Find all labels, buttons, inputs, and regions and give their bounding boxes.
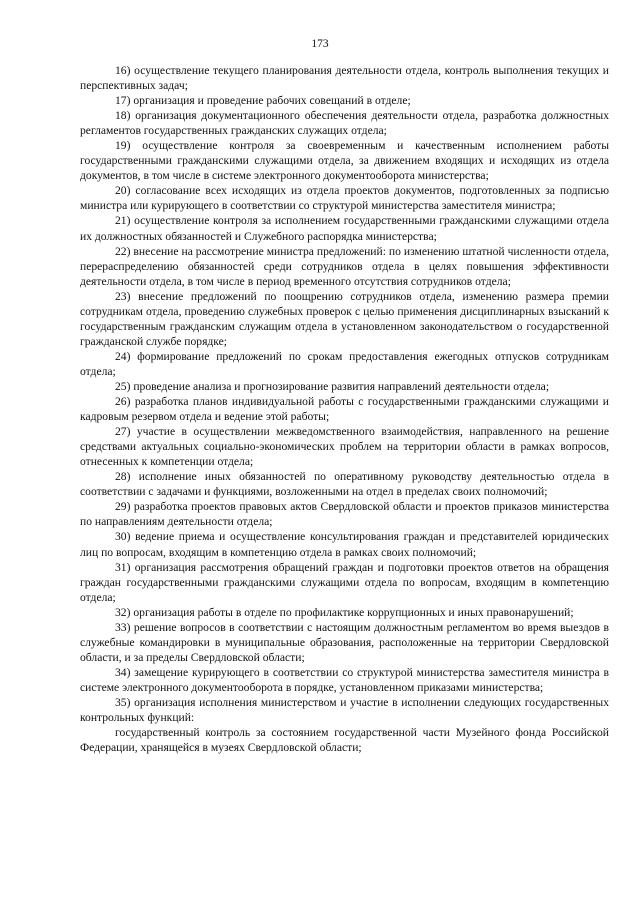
paragraph-17: 17) организация и проведение рабочих совещаний в отделе; (115, 94, 411, 108)
paragraph-22: 22) внесение на рассмотрение министра предложений: по изменению штатной численности отдела, перераспределению обязанностей среди сотрудников отдела в целях повышения эффективности деятельности отдела, в том числе в период временного отсутствия сотрудников отдела; (80, 244, 609, 288)
paragraph-19: 19) осуществление контроля за своевременным и качественным исполнением работы государственными гражданскими служащими отдела, за движением входящих и исходящих из отдела документов, в том числе в системе электронного документооборота министерства; (80, 139, 609, 183)
paragraph-21: 21) осуществление контроля за исполнением государственными гражданскими служащими отдела их должностных обязанностей и Служебного распорядка министерства; (80, 214, 609, 243)
paragraph-16: 16) осуществление текущего планирования деятельности отдела, контроль выполнения текущих и перспективных задач; (80, 64, 609, 93)
paragraph-30: 30) ведение приема и осуществление консультирования граждан и представителей юридических лиц по вопросам, входящим в компетенцию отдела в рамках своих полномочий; (80, 530, 609, 559)
page-number: 173 (311, 38, 329, 50)
paragraph-34: 34) замещение курирующего в соответствии со структурой министерства заместителя министра в системе электронного документооборота в порядке, установленном приказами министерства; (80, 665, 609, 694)
paragraph-24: 24) формирование предложений по срокам предоставления ежегодных отпусков сотрудникам отдела; (80, 349, 609, 378)
paragraph-23: 23) внесение предложений по поощрению сотрудников отдела, изменению размера премии сотрудникам отдела, проведению служебных проверок с целью применения дисциплинарных взысканий к государственным гражданским служащим отдела в установленном законодательством о государственной гражданской службе порядке; (80, 289, 609, 348)
paragraph-29: 29) разработка проектов правовых актов Свердловской области и проектов приказов министерства по направлениям деятельности отдела; (80, 500, 609, 529)
paragraph-32: 32) организация работы в отделе по профилактике коррупционных и иных правонарушений; (115, 605, 574, 619)
paragraph-31: 31) организация рассмотрения обращений граждан и подготовки проектов ответов на обращения граждан государственными гражданскими служащими отдела по вопросам, входящим в компетенцию отдела; (80, 560, 609, 604)
document-body (80, 63, 609, 755)
paragraph-27: 27) участие в осуществлении межведомственного взаимодействия, направленного на решение средствами актуальных социально-экономических проблем на территории области в рамках вопросов, отнесенных к компетенции отдела; (80, 425, 609, 469)
paragraph-25: 25) проведение анализа и прогнозирование развития направлений деятельности отдела; (115, 379, 550, 393)
paragraph-18: 18) организация документационного обеспечения деятельности отдела, разработка должностных регламентов государственных гражданских служащих отдела; (80, 109, 609, 138)
paragraph-28: 28) исполнение иных обязанностей по оперативному руководству деятельностью отдела в соответствии с задачами и функциями, возложенными на отдел в пределах своих полномочий; (80, 470, 609, 499)
paragraph-35: 35) организация исполнения министерством и участие в исполнении следующих государственных контрольных функций: (80, 695, 609, 725)
paragraph-26: 26) разработка планов индивидуальной работы с государственными гражданскими служащими и кадровым резервом отдела и ведение этой работы; (80, 395, 609, 424)
paragraph-33: 33) решение вопросов в соответствии с настоящим должностным регламентом во время выездов в служебные командировки в муниципальные образования, расположенные на территории Свердловской области, и за пределы Свердловской области; (80, 620, 609, 664)
paragraph-35-item-1: государственный контроль за состоянием государственной части Музейного фонда Российской Федерации, хранящейся в музеях Свердловской области; (80, 726, 609, 755)
paragraph-20: 20) согласование всех исходящих из отдела проектов документов, подготовленных за подписью министра или курирующего в соответствии со структурой министерства заместителя министра; (80, 184, 609, 213)
